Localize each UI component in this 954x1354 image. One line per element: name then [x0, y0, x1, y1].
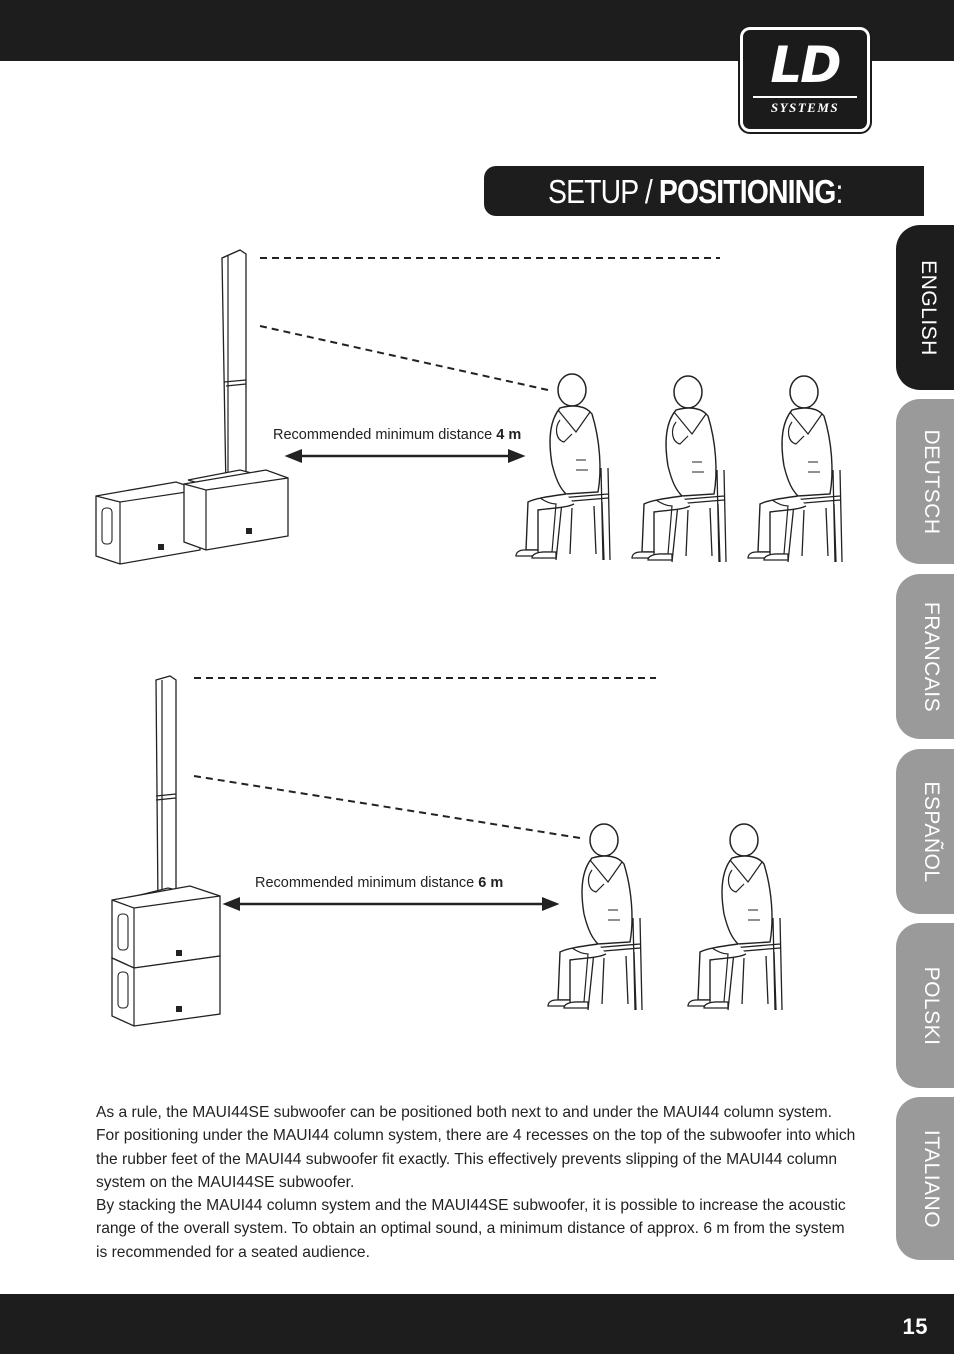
title-bold: POSITIONING	[658, 173, 836, 210]
bottom-bar	[0, 1294, 954, 1354]
logo-main-text: LD	[770, 36, 840, 94]
body-paragraph-1: As a rule, the MAUI44SE subwoofer can be positioned both next to and under the MAUI44 column system. For positioning under the MAUI44 column system, there are 4 recesses on the top of the subwoofer into which the rubber feet of the MAUI44 subwoofer fit exactly. This effectively prevents slipping of the MAUI44 column system on the MAUI44SE subwoofer.	[96, 1104, 856, 1191]
body-text	[96, 1101, 856, 1264]
distance-label-text: Recommended minimum distance	[255, 875, 479, 891]
distance-label-4m	[273, 427, 521, 443]
tab-label-espanol: ESPAÑOL	[920, 780, 943, 883]
title-suffix: :	[835, 173, 843, 210]
distance-value: 4 m	[496, 427, 522, 443]
tab-label-deutsch: DEUTSCH	[920, 428, 943, 535]
logo-sub-text: SYSTEMS	[753, 96, 857, 116]
figure-stacked	[112, 676, 782, 1026]
distance-value: 6 m	[478, 875, 504, 891]
title-light: SETUP /	[548, 173, 659, 210]
distance-label-6m	[255, 875, 503, 891]
body-paragraph-2: By stacking the MAUI44 column system and the MAUI44SE subwoofer, it is possible to increase the acoustic range of the overall system. To obtain an optimal sound, a minimum distance of approx. 6 m from the system is recommended for a seated audience.	[96, 1197, 846, 1261]
figure-side-by-side	[96, 250, 842, 564]
tab-label-polski: POLSKI	[920, 966, 943, 1045]
tab-label-english: ENGLISH	[917, 259, 941, 356]
tab-label-italiano: ITALIANO	[920, 1129, 943, 1228]
tab-label-francais: FRANCAIS	[920, 601, 943, 712]
page-number: 15	[902, 1314, 928, 1339]
distance-label-text: Recommended minimum distance	[273, 427, 497, 443]
